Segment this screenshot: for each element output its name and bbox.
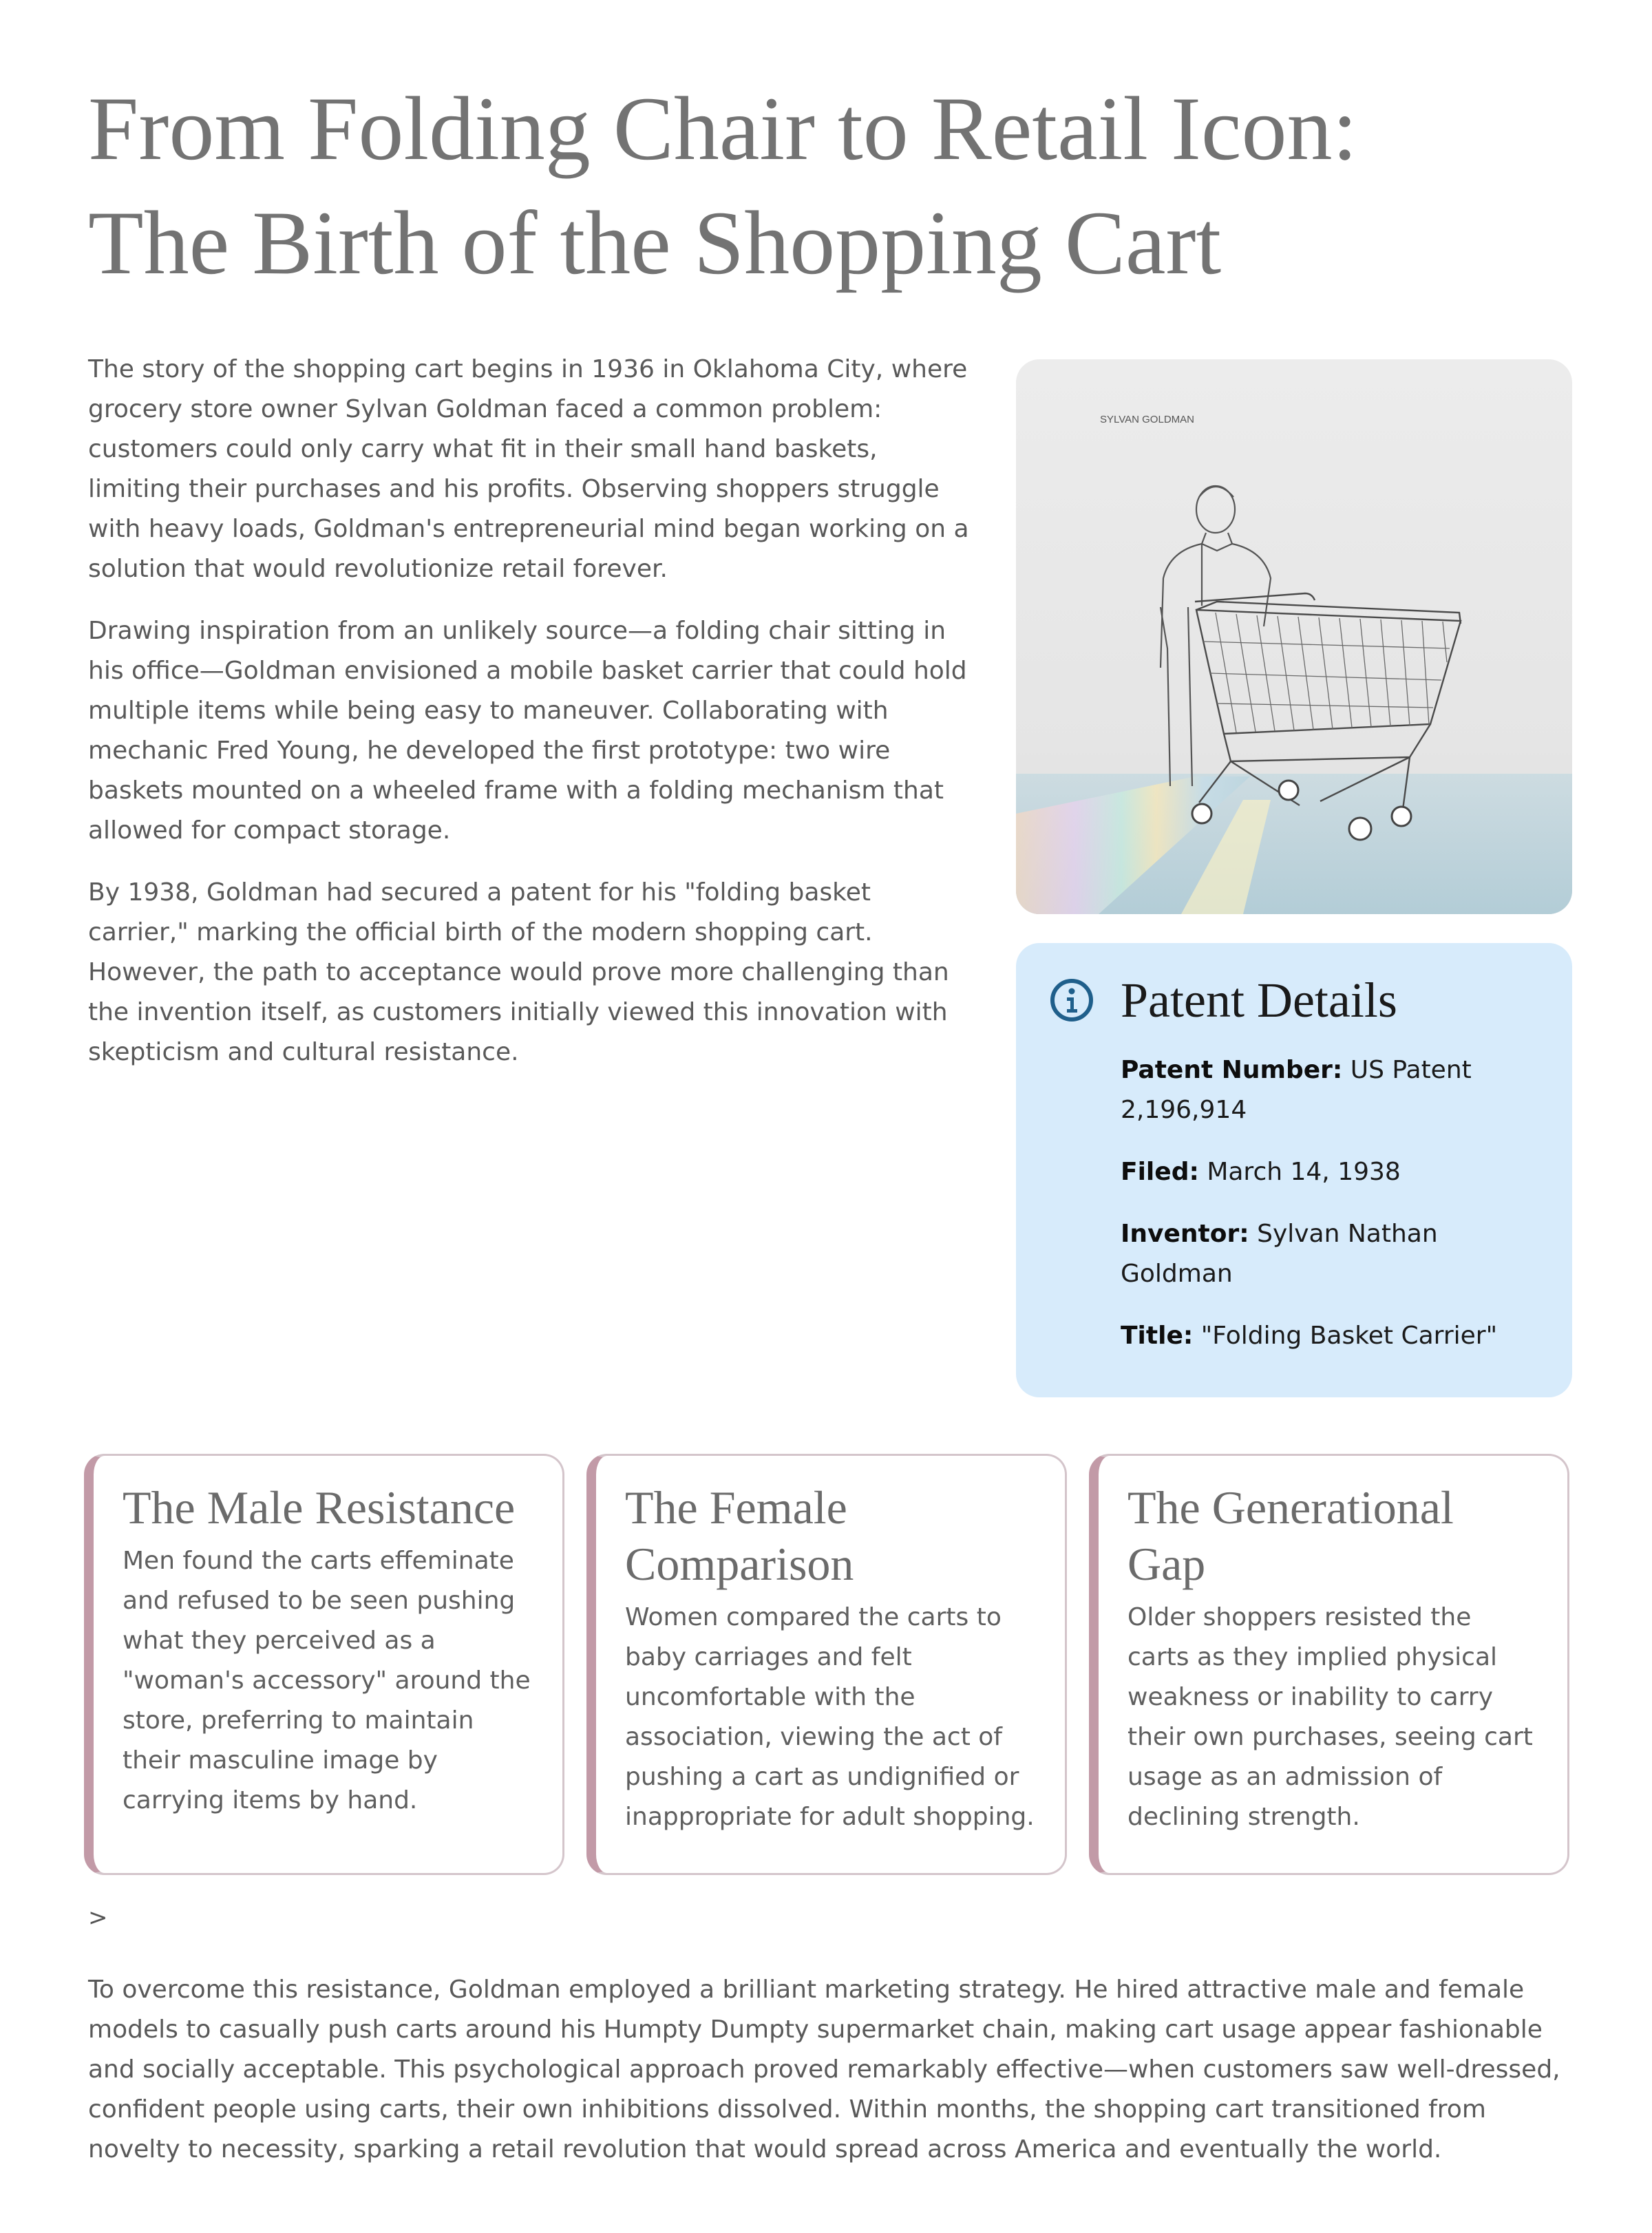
patent-inventor-value: Sylvan Nathan Goldman [1121,1220,1438,1288]
intro-paragraph-3: By 1938, Goldman had secured a patent for his "folding basket carrier," marking the official birth of the modern shopping cart. However, the path to acceptance would prove more challenging than the invention itself, as customers initially viewed this innovation with skepticism and cultural resistance. [88,878,949,1066]
outro-paragraph: To overcome this resistance, Goldman employed a brilliant marketing strategy. He hired attractive male and female models to casually push carts around his Humpty Dumpty supermarket chain, making cart usage appear fashionable and socially acceptable. This psychological approach proved remarkably effective—when customers saw well-dressed, confident people using carts, their own inhibitions dissolved. Within months, the shopping cart transitioned from novelty to necessity, sparking a retail revolution that would spread across America and eventually the world. [88,1976,1560,2163]
cart-drawing [1016,359,1572,914]
patent-number-row [1121,1050,1506,1130]
card-female-comparison [586,1454,1067,1875]
page-title-line-2: The Birth of the Shopping Cart [88,192,1222,293]
figure-caption: SYLVAN GOLDMAN [1100,414,1194,425]
intro-paragraph-2: Drawing inspiration from an unlikely source—a folding chair sitting in his office—Goldman envisioned a mobile basket carrier that could hold multiple items while being easy to maneuver. Collaborating with mechanic Fred Young, he developed the first prototype: two wire baskets mounted on a wheeled frame with a folding mechanism that allowed for compact storage. [88,617,967,845]
patent-number-label: Patent Number: [1121,1056,1343,1084]
card-title: The Generational Gap [1127,1481,1454,1590]
card-body: Older shoppers resisted the carts as they implied physical weakness or inability to carry their own purchases, seeing cart usage as an admission of declining strength. [1127,1603,1533,1831]
card-title: The Female Comparison [625,1481,854,1590]
patent-details-list [1121,1050,1506,1378]
intro-section [88,350,969,1094]
intro-paragraph-1: The story of the shopping cart begins in 1936 in Oklahoma City, where grocery store owner Sylvan Goldman faced a common problem: customers could only carry what fit in their small hand baskets, limiting their purchases and his profits. Observing shoppers struggle with heavy loads, Goldman's entrepreneurial mind began working on a solution that would revolutionize retail forever. [88,355,969,583]
patent-details-box [1016,943,1572,1397]
page-title-line-1: From Folding Chair to Retail Icon: [88,78,1358,179]
card-body: Women compared the carts to baby carriages and felt uncomfortable with the association, viewing the act of pushing a cart as undignified or inappropriate for adult shopping. [625,1603,1035,1831]
page-title [88,72,1575,300]
card-body: Men found the carts effeminate and refused to be seen pushing what they perceived as a "woman's accessory" around the store, preferring to maintain their masculine image by carrying items by hand. [123,1547,531,1814]
outro-section [88,1970,1575,2170]
patent-filed-value: March 14, 1938 [1207,1158,1401,1186]
patent-title-row [1121,1316,1506,1356]
patent-filed-row [1121,1152,1506,1192]
patent-number-value: US Patent 2,196,914 [1121,1056,1472,1124]
chevron-right-icon: > [88,1904,108,1932]
patent-inventor-row [1121,1214,1506,1294]
patent-title-value: "Folding Basket Carrier" [1200,1322,1498,1350]
card-generational-gap [1089,1454,1569,1875]
patent-details-heading: Patent Details [1121,973,1397,1028]
patent-inventor-label: Inventor: [1121,1220,1249,1248]
card-male-resistance [84,1454,564,1875]
patent-filed-label: Filed: [1121,1158,1199,1186]
card-title: The Male Resistance [123,1481,516,1534]
patent-title-label: Title: [1121,1322,1194,1350]
info-icon [1049,977,1094,1023]
shopping-cart-illustration [1016,359,1572,914]
